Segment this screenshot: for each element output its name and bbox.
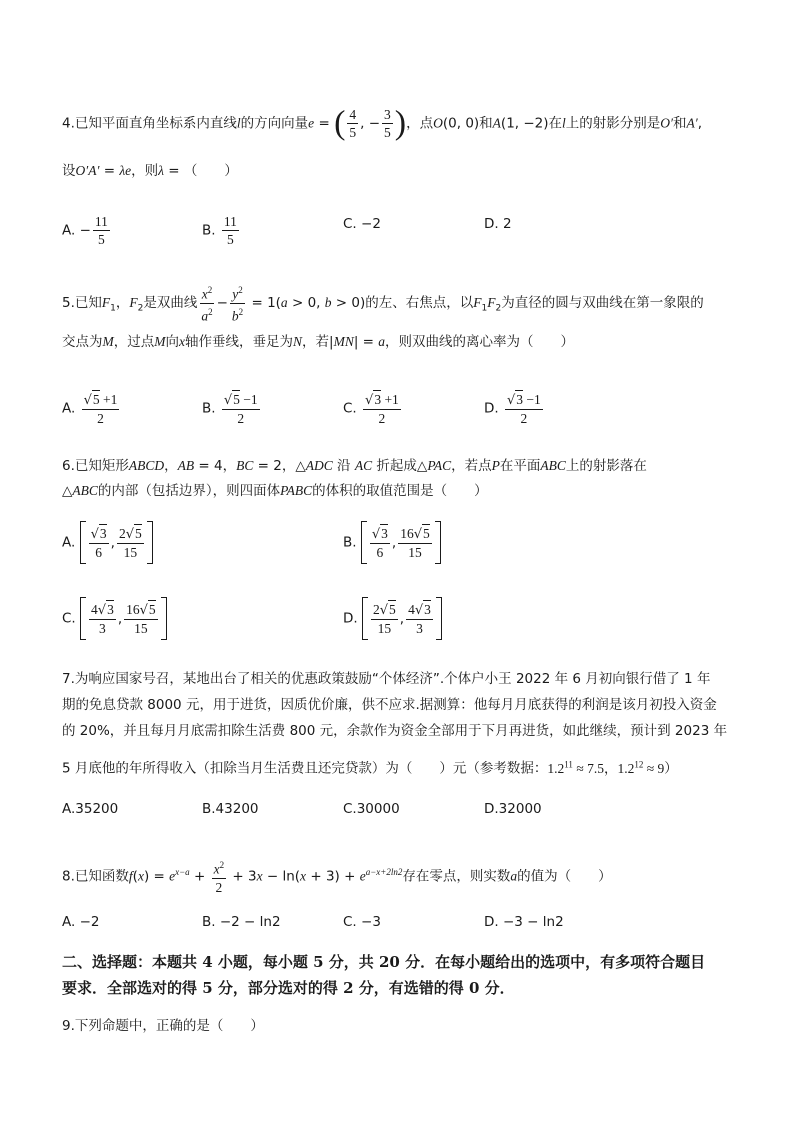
- q5-option-b[interactable]: B. $\frac{√5 -1}{2}$: [202, 392, 258, 426]
- q5-text: 的左、右焦点，以: [365, 295, 474, 311]
- q5-option-c[interactable]: C. $\frac{√3 +1}{2}$: [343, 392, 399, 426]
- q5-text: 为直径的圆与双曲线在第一象限的: [501, 295, 704, 311]
- q5-option-d[interactable]: D. $\frac{√3 -1}{2}$: [484, 392, 541, 426]
- q4-text: 的方向向量: [240, 115, 309, 132]
- q8-option-c[interactable]: C. −3: [343, 914, 381, 930]
- q5-text: 向: [165, 334, 179, 350]
- q8-text: 8.已知函数: [62, 868, 129, 885]
- q4-option-c[interactable]: C. −2: [343, 216, 381, 232]
- q6-text: 上的射影落在: [565, 458, 647, 474]
- question-7-line-1: 7.为响应国家号召，某地出台了相关的优惠政策鼓励“个体经济”.个体户小王 2022 年 6 月初向银行借了 1 年: [62, 671, 711, 687]
- q6-text: 折起成: [376, 458, 417, 474]
- question-9-line-1: 9.下列命题中，正确的是（ ）: [62, 1018, 264, 1034]
- q4-option-a[interactable]: A. − $\frac{11}{5}$: [62, 214, 108, 247]
- q4-text: ，则: [131, 163, 159, 179]
- question-7-line-2: 期的免息贷款 8000 元，用于进货，因质优价廉，供不应求.据测算：他每月月底获得的利润是该月初投入资金: [62, 697, 717, 713]
- q4-text: （ ）: [183, 163, 238, 179]
- q4-text: 设: [62, 163, 76, 179]
- q7-text: 5 月底他的年所得收入（扣除当月生活费且还完贷款）为（ ）元（参考数据：: [62, 760, 548, 777]
- q6-text: 的内部（包括边界），则四面体: [97, 483, 281, 499]
- q6-text: 6.已知矩形: [62, 458, 129, 474]
- q4-text: 和: [673, 115, 687, 132]
- q8-option-a[interactable]: A. −2: [62, 914, 100, 930]
- q5-text: 5.已知: [62, 295, 102, 311]
- q8-text: 存在零点，则实数: [402, 868, 511, 885]
- q8-option-b[interactable]: B. −2 − ln2: [202, 914, 281, 930]
- q8-option-d[interactable]: D. −3 − ln2: [484, 914, 564, 930]
- question-7-line-4: 5 月底他的年所得收入（扣除当月生活费且还完贷款）为（ ）元（参考数据：$1.2^{11} \approx 7.5$，$1.2^{12} \approx 9$）: [62, 759, 678, 777]
- q4-text: ，点: [406, 115, 434, 132]
- question-7-line-3: 的 20%，并且每月月底需扣除生活费 800 元，余款作为资金全部用于下月再进货，如此继续，预计到 2023 年: [62, 723, 728, 739]
- q8-text: 的值为（ ）: [517, 868, 612, 885]
- section-2-heading-line-1: 二、选择题：本题共 4 小题，每小题 5 分，共 20 分．在每小题给出的选项中，有多项符合题目: [62, 953, 706, 971]
- question-5-line-1: 5.已知$F_1$，$F_2$是双曲线 $\frac{x^2}{a^2}$ − $\frac{y^2}{b^2}$ = 1(a > 0, b > 0)的左、右焦点，以$F_1F_2$为直径的圆与双曲线在第一象限的: [62, 282, 704, 324]
- q6-option-a[interactable]: A. $\frac{√3}{6}$ , $\frac{2√5}{15}$: [62, 521, 153, 564]
- q6-text: 在平面: [499, 458, 541, 474]
- q7-option-d[interactable]: D.32000: [484, 801, 542, 817]
- q5-text: ，则双曲线的离心率为（ ）: [385, 334, 575, 350]
- q6-text: ，若点: [451, 458, 492, 474]
- q4-option-d[interactable]: D. 2: [484, 216, 512, 232]
- q6-option-b[interactable]: B. $\frac{√3}{6}$ , $\frac{16√5}{15}$: [343, 521, 441, 564]
- q7-option-b[interactable]: B.43200: [202, 801, 259, 817]
- q6-option-c[interactable]: C. $\frac{4√3}{3}$ , $\frac{16√5}{15}$: [62, 597, 167, 640]
- question-4-line-2: 设O′A′ = λe，则λ = （ ）: [62, 163, 238, 179]
- question-5-line-2: 交点为M，过点M向x轴作垂线，垂足为N，若|MN| = a，则双曲线的离心率为（ ）: [62, 334, 575, 350]
- q7-option-c[interactable]: C.30000: [343, 801, 400, 817]
- q7-option-a[interactable]: A.35200: [62, 801, 119, 817]
- question-6-line-1: 6.已知矩形ABCD，AB = 4，BC = 2，△ADC 沿 AC 折起成△PAC，若点P在平面ABC上的射影落在: [62, 458, 647, 474]
- q6-text: 的体积的取值范围是（ ）: [312, 483, 488, 499]
- question-4-line-1: 4.已知平面直角坐标系内直线l的方向向量e = ( $\frac{4}{5}$ , − $\frac{3}{5}$ )，点O(0, 0)和A(1, −2)在l上的射影分别是O′和A′,: [62, 104, 702, 142]
- q4-option-b[interactable]: B. $\frac{11}{5}$: [202, 214, 237, 247]
- question-8-line-1: 8.已知函数$f(x) = e^{x-a}$ + $\frac{x^2}{2}$ + $3x - \ln(x + 3) + e^{a-x+2ln2}$存在零点，则实数a的值为（ ）: [62, 857, 612, 896]
- q5-text: ，若: [302, 334, 330, 350]
- q5-text: 是双曲线: [143, 295, 198, 311]
- q4-text: 4.已知平面直角坐标系内直线: [62, 115, 237, 132]
- q5-text: ，过点: [113, 334, 155, 350]
- question-6-line-2: △ABC的内部（包括边界），则四面体PABC的体积的取值范围是（ ）: [62, 483, 488, 499]
- section-2-heading-line-2: 要求．全部选对的得 5 分，部分选对的得 2 分，有选错的得 0 分．: [62, 979, 515, 997]
- q4-text: 上的射影分别是: [565, 115, 661, 132]
- q4-text: 在: [548, 115, 563, 132]
- q5-text: 轴作垂线，垂足为: [185, 334, 293, 350]
- q5-option-a[interactable]: A. $\frac{√5 +1}{2}$: [62, 392, 118, 426]
- q6-option-d[interactable]: D. $\frac{2√5}{15}$ , $\frac{4√3}{3}$: [343, 597, 442, 640]
- q4-text: 和: [479, 115, 493, 132]
- q5-text: 交点为: [62, 334, 103, 350]
